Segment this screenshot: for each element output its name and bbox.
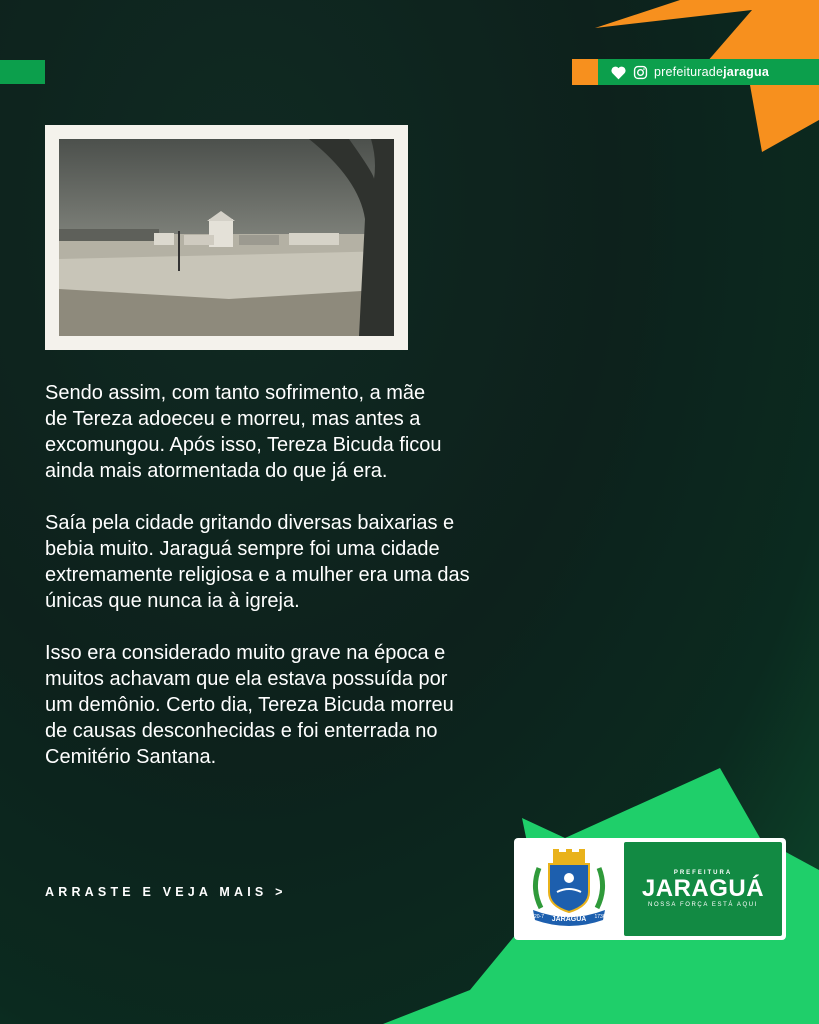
story-paragraph-3: Isso era considerado muito grave na época e muitos achavam que ela estava possuída por um demônio. Certo dia, Tereza Bicuda morreu de causas desconhecidas e foi enterrada no Cemitério Santana. [45, 642, 454, 768]
brand-name: JARAGUÁ [641, 875, 765, 902]
social-handle-bar[interactable] [572, 59, 819, 85]
heart-icon [610, 65, 627, 80]
story-paragraph-1: Sendo assim, com tanto sofrimento, a mãe de Tereza adoeceu e morreu, mas antes a excomungou. Após isso, Tereza Bicuda ficou ainda mais atormentada do que já era. [45, 382, 442, 482]
accent-bar-left [0, 60, 45, 84]
story-text [45, 380, 565, 796]
crest-banner-text: JARAGUÁ [551, 916, 587, 923]
brand-box [624, 842, 782, 936]
story-paragraph-2: Saía pela cidade gritando diversas baixarias e bebia muito. Jaraguá sempre foi uma cidade extremamente religiosa e a mulher era uma das únicas que nunca ia à igreja. [45, 512, 470, 612]
handle-bar-green [598, 59, 819, 85]
brand-tagline: NOSSA FORÇA ESTÁ AQUI [648, 902, 758, 908]
social-handle[interactable]: prefeituradejaragua [654, 65, 769, 79]
swipe-cta[interactable]: ARRASTE E VEJA MAIS > [45, 885, 287, 899]
handle-bar-orange [572, 59, 598, 85]
crest-container [514, 838, 624, 940]
brand-prefeitura: PREFEITURA [673, 870, 733, 876]
historic-photo-frame [45, 125, 408, 350]
crest-icon [523, 848, 615, 930]
prefeitura-logo-card [514, 838, 786, 940]
crest-left-text: 20-7 [533, 914, 545, 920]
instagram-icon [633, 65, 648, 80]
historic-photo [59, 139, 394, 336]
crest-right-text: 1736 [594, 914, 606, 920]
